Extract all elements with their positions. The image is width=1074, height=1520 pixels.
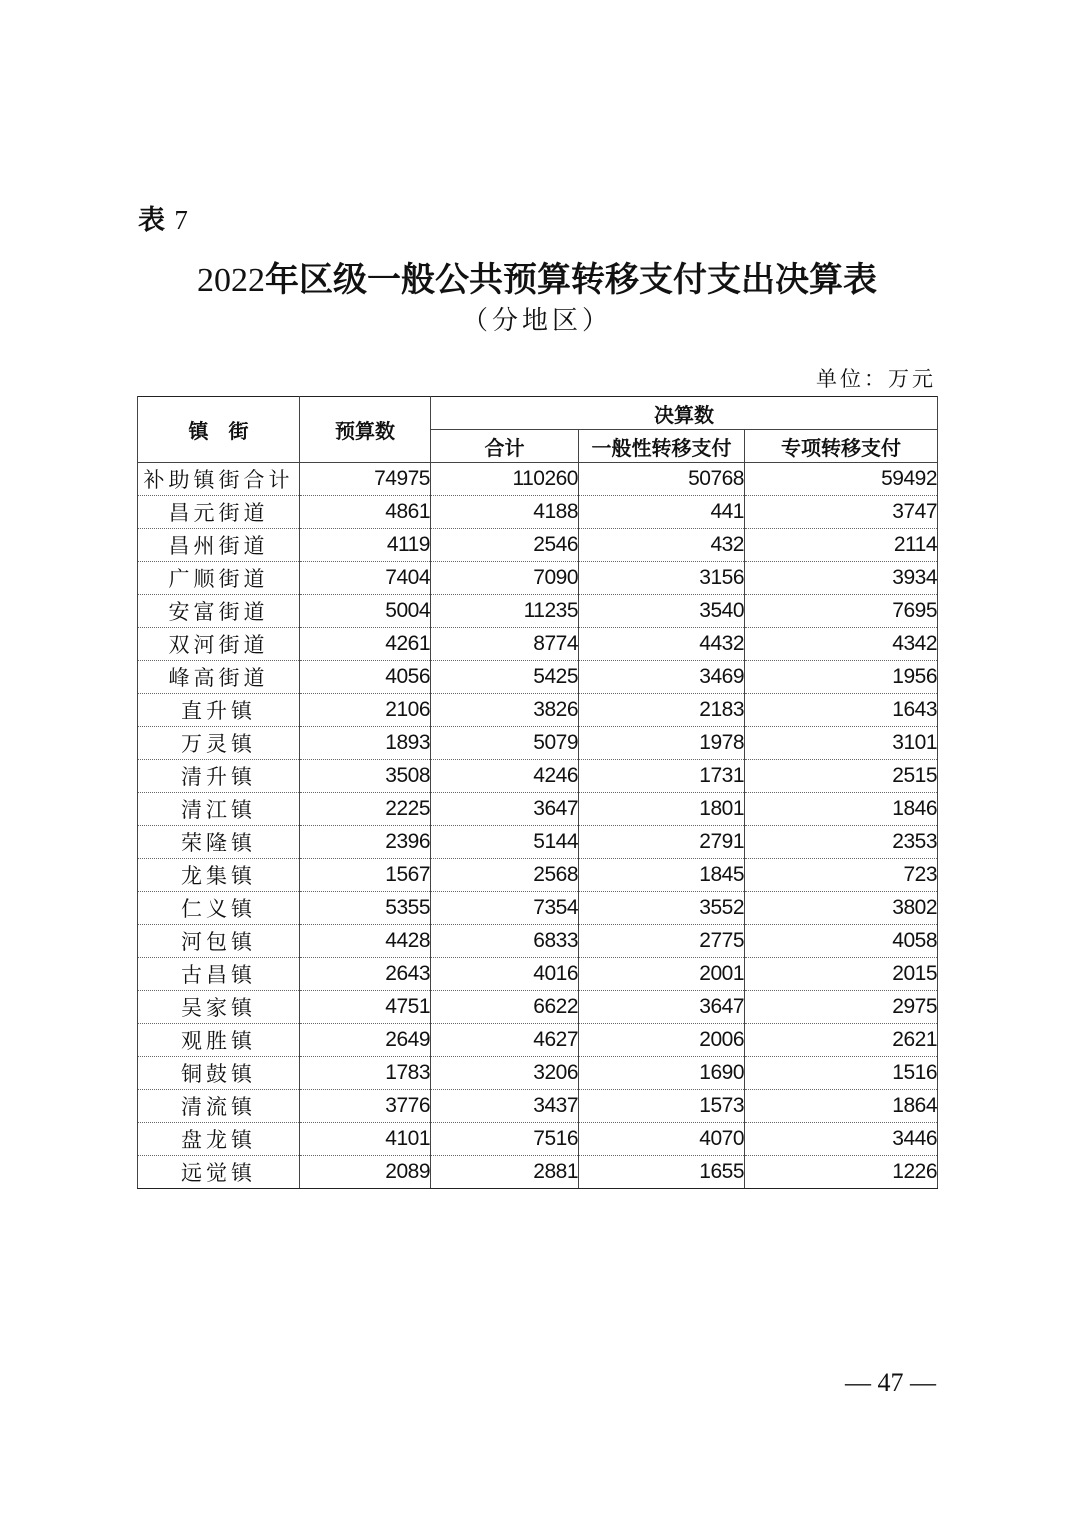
- region-name-cell: 清江镇: [138, 793, 300, 826]
- table-row: [138, 1024, 938, 1057]
- region-name-cell: 清流镇: [138, 1090, 300, 1123]
- special-transfer-cell: 2621: [745, 1024, 938, 1057]
- budget-cell: 4861: [300, 496, 431, 529]
- region-name-cell: 直升镇: [138, 694, 300, 727]
- region-name-cell: 观胜镇: [138, 1024, 300, 1057]
- special-transfer-cell: 1516: [745, 1057, 938, 1090]
- table-row: [138, 595, 938, 628]
- region-name-cell: 安富街道: [138, 595, 300, 628]
- budget-cell: 2396: [300, 826, 431, 859]
- region-name-cell: 古昌镇: [138, 958, 300, 991]
- special-transfer-cell: 3747: [745, 496, 938, 529]
- special-transfer-cell: 3802: [745, 892, 938, 925]
- region-name-cell: 荣隆镇: [138, 826, 300, 859]
- region-name-cell: 广顺街道: [138, 562, 300, 595]
- total-cell: 4188: [431, 496, 579, 529]
- table-row: [138, 991, 938, 1024]
- header-total: 合计: [431, 430, 579, 463]
- region-name-cell: 远觉镇: [138, 1156, 300, 1189]
- table-row: [138, 529, 938, 562]
- general-transfer-cell: 2183: [579, 694, 745, 727]
- general-transfer-cell: 2775: [579, 925, 745, 958]
- total-cell: 4016: [431, 958, 579, 991]
- budget-cell: 5004: [300, 595, 431, 628]
- table-row: [138, 562, 938, 595]
- table-label-prefix: 表: [138, 205, 165, 236]
- budget-cell: 2106: [300, 694, 431, 727]
- total-cell: 7516: [431, 1123, 579, 1156]
- general-transfer-cell: 4070: [579, 1123, 745, 1156]
- special-transfer-cell: 2515: [745, 760, 938, 793]
- general-transfer-cell: 3647: [579, 991, 745, 1024]
- page-number: — 47 —: [845, 1368, 936, 1397]
- budget-cell: 1783: [300, 1057, 431, 1090]
- general-transfer-cell: 2791: [579, 826, 745, 859]
- region-name-cell: 昌州街道: [138, 529, 300, 562]
- title-year: 2022: [197, 262, 265, 299]
- table-row: [138, 892, 938, 925]
- special-transfer-cell: 1846: [745, 793, 938, 826]
- special-transfer-cell: 2353: [745, 826, 938, 859]
- special-transfer-cell: 4342: [745, 628, 938, 661]
- budget-cell: 4056: [300, 661, 431, 694]
- table-row: [138, 694, 938, 727]
- budget-cell: 1567: [300, 859, 431, 892]
- page-title: [0, 252, 1074, 301]
- general-transfer-cell: 3540: [579, 595, 745, 628]
- total-cell: 5144: [431, 826, 579, 859]
- budget-table: [137, 396, 938, 1189]
- budget-cell: 4119: [300, 529, 431, 562]
- total-cell: 2546: [431, 529, 579, 562]
- region-name-cell: 昌元街道: [138, 496, 300, 529]
- special-transfer-cell: 1226: [745, 1156, 938, 1189]
- special-transfer-cell: 1956: [745, 661, 938, 694]
- region-name-cell: 铜鼓镇: [138, 1057, 300, 1090]
- general-transfer-cell: 2001: [579, 958, 745, 991]
- table-label: [138, 198, 188, 237]
- total-cell: 11235: [431, 595, 579, 628]
- table-row: [138, 1090, 938, 1123]
- special-transfer-cell: 1643: [745, 694, 938, 727]
- budget-cell: 5355: [300, 892, 431, 925]
- general-transfer-cell: 3469: [579, 661, 745, 694]
- general-transfer-cell: 1731: [579, 760, 745, 793]
- unit-label: 单位：万元: [816, 367, 936, 391]
- table-row: [138, 496, 938, 529]
- region-name-cell: 河包镇: [138, 925, 300, 958]
- region-name-cell: 盘龙镇: [138, 1123, 300, 1156]
- table-row: [138, 925, 938, 958]
- total-cell: 3826: [431, 694, 579, 727]
- total-cell: 5079: [431, 727, 579, 760]
- table-row: [138, 1156, 938, 1189]
- special-transfer-cell: 3934: [745, 562, 938, 595]
- total-cell: 5425: [431, 661, 579, 694]
- budget-cell: 74975: [300, 463, 431, 496]
- table-row: [138, 628, 938, 661]
- general-transfer-cell: 3156: [579, 562, 745, 595]
- total-cell: 7090: [431, 562, 579, 595]
- total-cell: 6833: [431, 925, 579, 958]
- total-cell: 110260: [431, 463, 579, 496]
- region-name-cell: 清升镇: [138, 760, 300, 793]
- budget-cell: 2225: [300, 793, 431, 826]
- title-text: 年区级一般公共预算转移支付支出决算表: [265, 260, 877, 300]
- special-transfer-cell: 3446: [745, 1123, 938, 1156]
- budget-cell: 2649: [300, 1024, 431, 1057]
- table-row: [138, 793, 938, 826]
- budget-cell: 2643: [300, 958, 431, 991]
- region-name-cell: 万灵镇: [138, 727, 300, 760]
- special-transfer-cell: 2015: [745, 958, 938, 991]
- region-name-cell: 补助镇街合计: [138, 463, 300, 496]
- general-transfer-cell: 1978: [579, 727, 745, 760]
- total-cell: 2881: [431, 1156, 579, 1189]
- general-transfer-cell: 3552: [579, 892, 745, 925]
- table-row: [138, 859, 938, 892]
- region-name-cell: 仁义镇: [138, 892, 300, 925]
- budget-cell: 1893: [300, 727, 431, 760]
- budget-cell: 7404: [300, 562, 431, 595]
- budget-cell: 4428: [300, 925, 431, 958]
- budget-cell: 2089: [300, 1156, 431, 1189]
- general-transfer-cell: 1801: [579, 793, 745, 826]
- table-row: [138, 1057, 938, 1090]
- table-row: [138, 826, 938, 859]
- budget-cell: 3776: [300, 1090, 431, 1123]
- budget-cell: 4751: [300, 991, 431, 1024]
- general-transfer-cell: 2006: [579, 1024, 745, 1057]
- table-label-number: 7: [174, 205, 188, 235]
- table-row: [138, 727, 938, 760]
- page-subtitle: （分地区）: [461, 306, 612, 336]
- header-special: 专项转移支付: [745, 430, 938, 463]
- total-cell: 6622: [431, 991, 579, 1024]
- table-body: [138, 463, 938, 1189]
- table-row: [138, 661, 938, 694]
- total-cell: 7354: [431, 892, 579, 925]
- total-cell: 4246: [431, 760, 579, 793]
- general-transfer-cell: 441: [579, 496, 745, 529]
- total-cell: 8774: [431, 628, 579, 661]
- header-general: 一般性转移支付: [579, 430, 745, 463]
- general-transfer-cell: 1845: [579, 859, 745, 892]
- special-transfer-cell: 723: [745, 859, 938, 892]
- total-cell: 3437: [431, 1090, 579, 1123]
- table-row: [138, 958, 938, 991]
- budget-cell: 4101: [300, 1123, 431, 1156]
- special-transfer-cell: 7695: [745, 595, 938, 628]
- general-transfer-cell: 1573: [579, 1090, 745, 1123]
- region-name-cell: 龙集镇: [138, 859, 300, 892]
- general-transfer-cell: 432: [579, 529, 745, 562]
- general-transfer-cell: 1690: [579, 1057, 745, 1090]
- budget-cell: 3508: [300, 760, 431, 793]
- total-cell: 4627: [431, 1024, 579, 1057]
- budget-cell: 4261: [300, 628, 431, 661]
- table-row: [138, 1123, 938, 1156]
- header-final: 决算数: [431, 397, 938, 430]
- special-transfer-cell: 59492: [745, 463, 938, 496]
- total-cell: 3206: [431, 1057, 579, 1090]
- table-row: [138, 463, 938, 496]
- header-budget: 预算数: [300, 397, 431, 463]
- special-transfer-cell: 1864: [745, 1090, 938, 1123]
- header-row-1: [138, 397, 938, 430]
- table-row: [138, 760, 938, 793]
- total-cell: 3647: [431, 793, 579, 826]
- region-name-cell: 吴家镇: [138, 991, 300, 1024]
- special-transfer-cell: 2975: [745, 991, 938, 1024]
- header-region: 镇 街: [138, 397, 300, 463]
- general-transfer-cell: 50768: [579, 463, 745, 496]
- special-transfer-cell: 4058: [745, 925, 938, 958]
- general-transfer-cell: 1655: [579, 1156, 745, 1189]
- total-cell: 2568: [431, 859, 579, 892]
- region-name-cell: 峰高街道: [138, 661, 300, 694]
- general-transfer-cell: 4432: [579, 628, 745, 661]
- special-transfer-cell: 3101: [745, 727, 938, 760]
- region-name-cell: 双河街道: [138, 628, 300, 661]
- special-transfer-cell: 2114: [745, 529, 938, 562]
